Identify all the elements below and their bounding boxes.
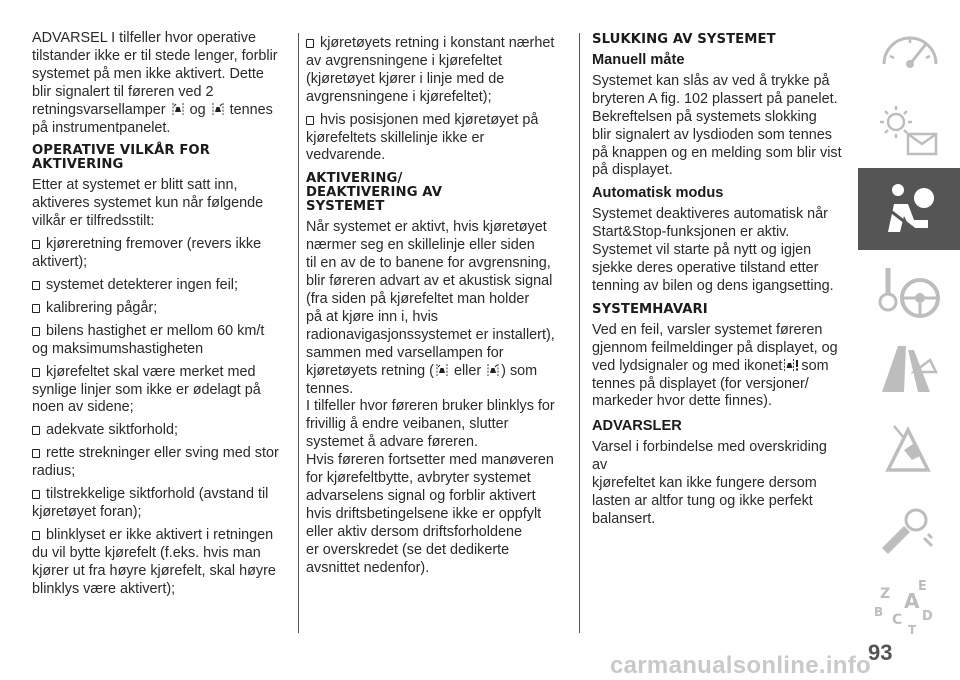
list-item: kjørefeltet skal være merket med synlige linjer som ikke er ødelagt på noen av sidene; [32,363,261,416]
page-number: 93 [868,640,893,665]
tab-safety-active[interactable] [858,168,960,250]
manual-paragraph: Systemet kan slås av ved å trykke på bryteren A fig. 102 plassert på panelet. Bekreftelsen på systemets slokking blir signalert av lysdioden som tennes på knappen og en melding som blir vist på displayet. [592,72,842,179]
list-item: hvis posisjonen med kjøretøyet på kjørefeltets skillelinje ikke er vedvarende. [306,111,539,164]
column-divider [579,33,580,633]
column-2 [306,30,570,577]
auto-paragraph: Systemet deaktiveres automatisk når Start&Stop-funksjonen er aktiv. Systemet vil starte på nytt og igjen sjekke deres operative tilstand etter tenning av bilen og dens igangsetting. [592,206,834,294]
tab-warning-lights[interactable] [858,90,960,172]
airbag-safety-icon [874,176,946,242]
list-item: kjøretøyets retning i konstant nærhet av avgrensningene i kjørefeltet (kjøretøyet kjører i linje med de avgrensningene i kjørefeltet); [306,35,555,105]
tab-dashboard[interactable] [858,8,960,90]
breakdown-icon [874,416,946,482]
list-item: kjøreretning fremover (revers ikke aktivert); [32,236,262,271]
checkbox-bullet-icon [32,490,40,499]
checkbox-bullet-icon [32,449,40,458]
tab-service[interactable] [858,490,960,572]
list-item: bilens hastighet er mellom 60 km/t og maksimumshastigheten [32,322,265,357]
lane-departure-right-icon [211,102,225,116]
watermark: carmanualsonline.info [610,652,872,679]
checkbox-bullet-icon [306,116,314,125]
lane-warning-icon [783,358,800,372]
chapter-sidebar [858,0,960,678]
list-item: blinklyset er ikke aktivert i retningen du vil bytte kjørefelt (f.eks. hvis man kjører ut fra høyre kjørefelt, skal høyre blinklys være aktivert); [32,526,276,597]
warnings-paragraph: Varsel i forbindelse med overskriding av kjørefeltet kan ikke fungere dersom lasten ar altfor tung og ikke perfekt balansert. [592,439,827,527]
tab-breakdown[interactable] [858,408,960,490]
svg-text:T: T [908,623,917,637]
svg-text:C: C [892,612,903,628]
conditions-intro: Etter at systemet er blitt satt inn, aktiveres systemet kun når følgende vilkår er tilfredsstilt: [32,177,264,230]
section-heading-operative: OPERATIVE VILKÅR FOR AKTIVERING [32,143,210,173]
list-item: rette strekninger eller sving med stor radius; [32,445,279,480]
checkbox-bullet-icon [32,531,40,540]
intro-paragraph: ADVARSEL I tilfeller hvor operative tilstander ikke er til stede lenger, forblir systemet på men ikke aktivert. Dette blir signalert til føreren ved 2 retningsvarsellamper og tennes på instrumentpanelet. [32,30,278,136]
column-1 [32,30,296,598]
list-item: systemet detekterer ingen feil; [32,277,296,295]
section-heading-off: SLUKKING AV SYSTEMET [592,32,776,47]
list-item: adekvate siktforhold; [32,422,296,440]
checkbox-bullet-icon [32,426,40,435]
list-item: tilstrekkelige siktforhold (avstand til kjøretøyet foran); [32,486,269,520]
checkbox-bullet-icon [32,240,40,249]
conditions-list [32,236,296,598]
checkbox-bullet-icon [32,327,40,336]
subheading-warnings: ADVARSLER [592,418,682,435]
tab-driving[interactable] [858,330,960,412]
tab-start-driving[interactable] [858,250,960,332]
svg-text:B: B [874,605,884,619]
checkbox-bullet-icon [32,281,40,290]
activation-paragraph: Når systemet er aktivt, hvis kjøretøyet nærmer seg en skillelinje eller siden til en av de to banene for avgrensning, blir føreren advart av et akustisk signal (fra siden på kjørefeltet man holder på at kjøre inn i, hvis radionavigasjonssystemet er installert), sammen med varsellampen for kjøretøyets retning ( eller ) som tennes. I tilfeller hvor føreren bruker blinklys for frivillig å endre veibanen, slutter systemet å advare føreren. Hvis føreren fortsetter med manøveren for kjørefeltbytte, avbryter systemet advarselens signal og forblir aktivert hvis driftsbetingelsene ikke er oppfylt eller aktiv dersom driftsforholdene er overskredet (se det dedikerte avsnittet nedenfor). [306,219,555,576]
subheading-auto: Automatisk modus [592,185,724,202]
service-icon [874,498,946,564]
lane-departure-left-icon [171,102,185,116]
checkbox-bullet-icon [32,304,40,313]
column-divider [298,33,299,633]
checkbox-bullet-icon [306,39,314,48]
section-heading-failure: SYSTEMHAVARI [592,301,708,317]
index-icon [874,576,946,642]
lane-departure-left-icon [435,363,449,377]
column-3 [592,30,842,529]
list-item: kalibrering pågår; [32,300,296,318]
steering-wheel-icon [874,258,946,324]
subheading-manual: Manuell måte [592,52,685,68]
section-heading-activation: AKTIVERING/ DEAKTIVERING AV SYSTEMET [306,171,443,215]
failure-paragraph: Ved en feil, varsler systemet føreren gjennom feilmeldinger på displayet, og ved lydsignaler og med ikonet som tennes på displayet (for versjoner/ markeder hvor dette finnes). [592,321,838,410]
svg-text:Z: Z [880,586,891,602]
dashboard-icon [874,16,946,82]
conditions-list-continued [306,35,570,165]
lane-departure-right-icon [486,363,500,377]
driving-icon [874,338,946,404]
svg-text:E: E [918,579,927,594]
checkbox-bullet-icon [32,368,40,377]
svg-text:D: D [922,609,933,624]
svg-text:A: A [904,589,920,613]
warning-lights-icon [874,98,946,164]
tab-index[interactable] [858,568,960,650]
